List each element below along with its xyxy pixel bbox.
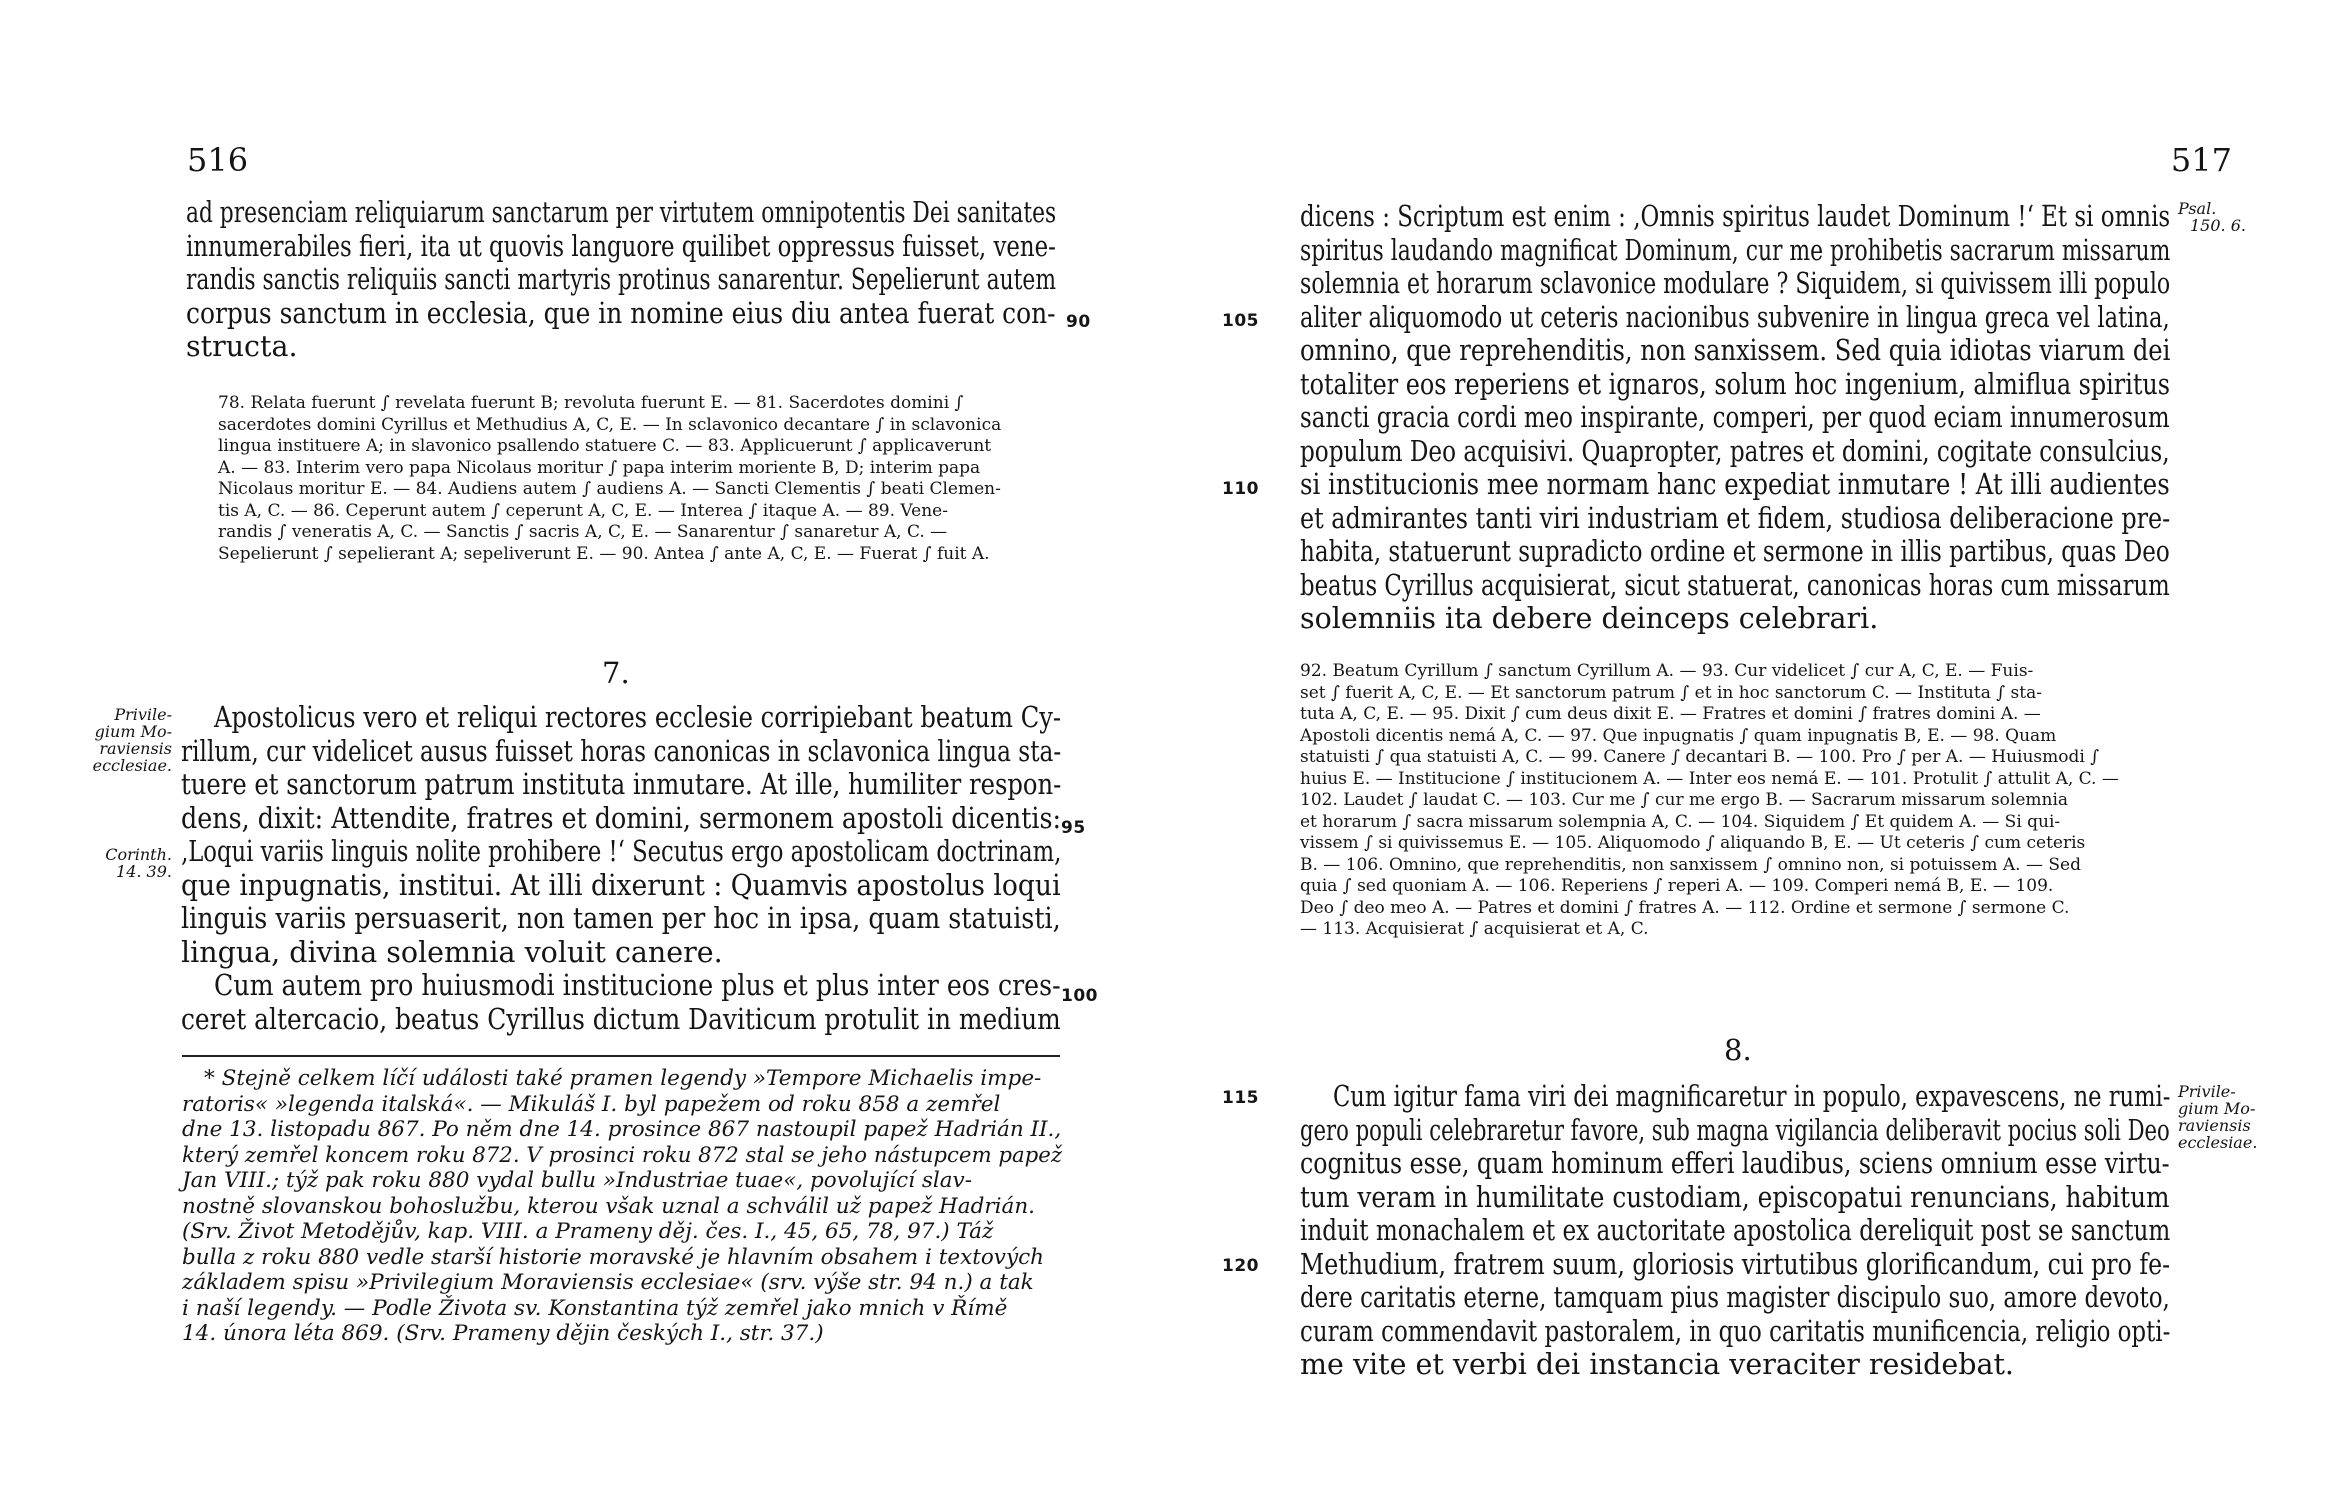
section-7-text	[181, 701, 1061, 1036]
footnote-line: ratoris« »legenda italská«. — Mikuláš I. byl papežem od roku 858 a zemřel	[182, 1091, 1001, 1117]
text-line: habita, statuerunt supradicto ordine et sermone in illis partibus, quas Deo	[1300, 535, 2170, 568]
apparatus-line: 102. Laudet ∫ laudat C. — 103. Cur me ∫ cur me ergo B. — Sacrarum missarum solemnia	[1300, 790, 2069, 810]
text-line: me vite et verbi dei instancia veraciter residebat.	[1300, 1348, 2014, 1381]
text-line: ceret altercacio, beatus Cyrillus dictum Daviticum protulit in medium	[181, 1002, 1061, 1036]
text-line: dere caritatis eterne, tamquam pius magister discipulo suo, amore devoto,	[1300, 1281, 2170, 1314]
text-line: Methudium, fratrem suum, gloriosis virtutibus glorificandum, cui pro fe-	[1300, 1247, 2171, 1281]
apparatus-line: Deo ∫ deo meo A. — Patres et domini ∫ fratres A. — 112. Ordine et sermone ∫ sermone C.	[1300, 897, 2070, 918]
margin-note-privilegium: Privile- gium Mo- raviensis ecclesiae.	[2178, 1082, 2258, 1152]
apparatus-line: B. — 106. Omnino, que reprehenditis, non sanxissem ∫ omnino non, si potuissem A. — Sed	[1300, 854, 2081, 875]
margin-note-privilegium: Privile- gium Mo- raviensis ecclesiae.	[92, 705, 172, 775]
apparatus-line: tuta A, C, E. — 95. Dixit ∫ cum deus dixit E. — Fratres et domini ∫ fratres domini A. —	[1300, 704, 2041, 724]
text-line: curam commendavit pastoralem, in quo caritatis munificencia, religio opti-	[1300, 1314, 2171, 1348]
text-line: structa.	[186, 330, 298, 363]
section-8-text	[1300, 1080, 2170, 1382]
line-number: 90	[1066, 312, 1091, 332]
critical-apparatus	[218, 393, 1058, 565]
text-line: cognitus esse, quam hominum efferi laudibus, sciens omnium esse virtu-	[1300, 1147, 2170, 1180]
apparatus-line: 78. Relata fuerunt ∫ revelata fuerunt B; revoluta fuerunt E. — 81. Sacerdotes domini ∫	[218, 393, 964, 413]
text-line: rillum, cur videlicet ausus fuisset horas canonicas in sclavonica lingua sta-	[181, 734, 1062, 768]
opening-paragraph	[186, 196, 1056, 364]
apparatus-line: quia ∫ sed quoniam A. — 106. Reperiens ∫ reperi A. — 109. Comperi nemá B, E. — 109.	[1300, 876, 2054, 896]
text-line: totaliter eos reperiens et ignaros, solum hoc ingenium, almiflua spiritus	[1300, 367, 2171, 401]
text-line: solemniis ita debere deinceps celebrari.	[1300, 602, 1879, 635]
footnote-line: základem spisu »Privilegium Moraviensis ecclesiae« (srv. výše str. 94 n.) a tak	[182, 1270, 1034, 1295]
apparatus-line: Sepelierunt ∫ sepelierant A; sepeliverunt E. — 90. Antea ∫ ante A, C, E. — Fuerat ∫ fuit A.	[218, 543, 990, 564]
text-line: induit monachalem et ex auctoritate apostolica dereliquit post se sanctum	[1300, 1214, 2171, 1247]
section-number: 8.	[1724, 1033, 1752, 1067]
line-number: 100	[1061, 986, 1098, 1006]
section-number: 7.	[602, 656, 630, 690]
text-line: randis sanctis reliquiis sancti martyris protinus sanarentur. Sepelierunt autem	[186, 263, 1057, 296]
footnote	[182, 1066, 1062, 1347]
footnote-line: dne 13. listopadu 867. Po něm dne 14. prosince 867 nastoupil papež Hadrián II.,	[182, 1117, 1062, 1142]
text-line: tuere et sanctorum patrum instituta inmutare. At ille, humiliter respon-	[181, 768, 1062, 801]
margin-note-psalm: Psal. 150. 6.	[2178, 199, 2246, 235]
apparatus-line: huius E. — Institucione ∫ institucionem A. — Inter eos nemá E. — 101. Protulit ∫ attulit A, C. —	[1300, 768, 2119, 789]
page-number: 517	[2170, 141, 2232, 179]
text-line: dicens : Scriptum est enim : ‚Omnis spiritus laudet Dominum !‘ Et si omnis	[1300, 200, 2171, 233]
text-line: populum Deo acquisivi. Quapropter, patres et domini, cogitate consulcius,	[1300, 434, 2170, 468]
line-number: 110	[1222, 479, 1259, 499]
footnote-line: Jan VIII.; týž pak roku 880 vydal bullu »Industriae tuae«, povolující slav-	[182, 1168, 972, 1193]
text-line: innumerabiles fieri, ita ut quovis languore quilibet oppressus fuisset, vene-	[186, 229, 1056, 263]
right-page	[1170, 0, 2340, 1500]
text-line: aliter aliquomodo ut ceteris nacionibus subvenire in lingua greca vel latina,	[1300, 300, 2170, 334]
text-line: tum veram in humilitate custodiam, episcopatui renuncians, habitum	[1300, 1180, 2170, 1214]
text-line: sancti gracia cordi meo inspirante, comperi, per quod eciam innumerosum	[1300, 401, 2170, 434]
text-line: corpus sanctum in ecclesia, que in nomine eius diu antea fuerat con-	[186, 296, 1056, 330]
text-line: Cum igitur fama viri dei magnificaretur in populo, expavescens, ne rumi-	[1333, 1080, 2171, 1113]
apparatus-line: tis A, C. — 86. Ceperunt autem ∫ ceperunt A, C, E. — Interea ∫ itaque A. — 89. Vene-	[218, 500, 948, 521]
text-line: omnino, que reprehenditis, non sanxissem. Sed quia idiotas viarum dei	[1300, 334, 2171, 367]
line-number: 120	[1222, 1256, 1259, 1276]
footnote-line: který zemřel koncem roku 872. V prosinci roku 872 stal se jeho nástupcem papež	[182, 1142, 1063, 1168]
text-line: ad presenciam reliquiarum sanctarum per virtutem omnipotentis Dei sanitates	[186, 196, 1057, 229]
apparatus-line: 92. Beatum Cyrillum ∫ sanctum Cyrillum A. — 93. Cur videlicet ∫ cur A, C, E. — Fuis-	[1300, 661, 2034, 681]
footnote-line: nostně slovanskou bohoslužbu, kterou však uznal a schválil už papež Hadrián.	[182, 1193, 1036, 1219]
footnote-line: bulla z roku 880 vedle starší historie moravské je hlavním obsahem i textových	[182, 1244, 1044, 1270]
text-line: ‚Loqui variis linguis nolite prohibere !‘ Secutus ergo apostolicam doctrinam,	[181, 835, 1062, 868]
page-number: 516	[187, 141, 249, 179]
text-line: Cum autem pro huiusmodi institucione plus et plus inter eos cres-	[214, 969, 1061, 1002]
text-line: dens, dixit: Attendite, fratres et domini, sermonem apostoli dicentis:	[181, 801, 1062, 835]
text-line: lingua, divina solemnia voluit canere.	[181, 935, 723, 969]
text-line: spiritus laudando magnificat Dominum, cur me prohibetis sacrarum missarum	[1300, 233, 2171, 267]
apparatus-line: — 113. Acquisierat ∫ acquisierat et A, C.	[1300, 919, 1649, 939]
critical-apparatus	[1300, 661, 2160, 941]
text-line: si institucionis mee normam hanc expediat inmutare ! At illi audientes	[1300, 468, 2170, 501]
apparatus-line: sacerdotes domini Cyrillus et Methudius A, C, E. — In sclavonico decantare ∫ in sclavonica	[218, 414, 1002, 435]
margin-note-corinth: Corinth. 14. 39.	[105, 845, 172, 881]
line-number: 115	[1222, 1088, 1259, 1108]
apparatus-line: vissem ∫ si quivissemus E. — 105. Aliquomodo ∫ aliquando B, E. — Ut ceteris ∫ cum ceteris	[1300, 833, 2086, 853]
apparatus-line: Nicolaus moritur E. — 84. Audiens autem ∫ audiens A. — Sancti Clementis ∫ beati Clemen-	[218, 479, 1001, 499]
text-line: et admirantes tanti viri industriam et fidem, studiosa deliberacione pre-	[1300, 501, 2171, 535]
apparatus-line: randis ∫ veneratis A, C. — Sanctis ∫ sacris A, C, E. — Sanarentur ∫ sanaretur A, C. —	[218, 522, 948, 542]
footnote-line: * Stejně celkem líčí události také pramen legendy »Tempore Michaelis impe-	[204, 1066, 1042, 1091]
apparatus-line: et horarum ∫ sacra missarum solempnia A, C. — 104. Siquidem ∫ Et quidem A. — Si qui-	[1300, 811, 2061, 832]
section-7-continuation	[1300, 200, 2170, 636]
text-line: beatus Cyrillus acquisierat, sicut statuerat, canonicas horas cum missarum	[1300, 568, 2170, 602]
footnote-line: 14. února léta 869. (Srv. Prameny dějin českých I., str. 37.)	[182, 1321, 824, 1346]
text-line: linguis variis persuaserit, non tamen per hoc in ipsa, quam statuisti,	[181, 902, 1061, 935]
footnote-line: (Srv. Život Metodějův, kap. VIII. a Prameny děj. čes. I., 45, 65, 78, 97.) Táž	[182, 1219, 994, 1244]
line-number: 105	[1222, 311, 1259, 331]
apparatus-line: A. — 83. Interim vero papa Nicolaus moritur ∫ papa interim moriente B, D; interim papa	[218, 457, 981, 478]
apparatus-line: Apostoli dicentis nemá A, C. — 97. Que inpugnatis ∫ quam inpugnatis B, E. — 98. Quam	[1300, 725, 2057, 746]
text-line: Apostolicus vero et reliqui rectores ecclesie corripiebant beatum Cy-	[214, 701, 1062, 734]
footnote-line: i naší legendy. — Podle Života sv. Konstantina týž zemřel jako mnich v Římě	[182, 1295, 1008, 1321]
text-line: gero populi celebraretur favore, sub magna vigilancia deliberavit pocius soli Deo	[1300, 1113, 2170, 1147]
apparatus-line: set ∫ fuerit A, C, E. — Et sanctorum patrum ∫ et in hoc sanctorum C. — Instituta ∫ sta-	[1300, 682, 2042, 703]
apparatus-line: statuisti ∫ qua statuisti A, C. — 99. Canere ∫ decantari B. — 100. Pro ∫ per A. — Huiusmodi ∫	[1300, 747, 2100, 767]
text-line: solemnia et horarum sclavonice modulare ? Siquidem, si quivissem illi populo	[1300, 267, 2171, 300]
line-number: 95	[1061, 818, 1086, 838]
footnote-rule	[182, 1055, 1060, 1057]
text-line: que inpugnatis, institui. At illi dixerunt : Quamvis apostolus loqui	[181, 868, 1061, 902]
apparatus-line: lingua instituere A; in slavonico psallendo statuere C. — 83. Applicuerunt ∫ applicaverunt	[218, 436, 992, 456]
